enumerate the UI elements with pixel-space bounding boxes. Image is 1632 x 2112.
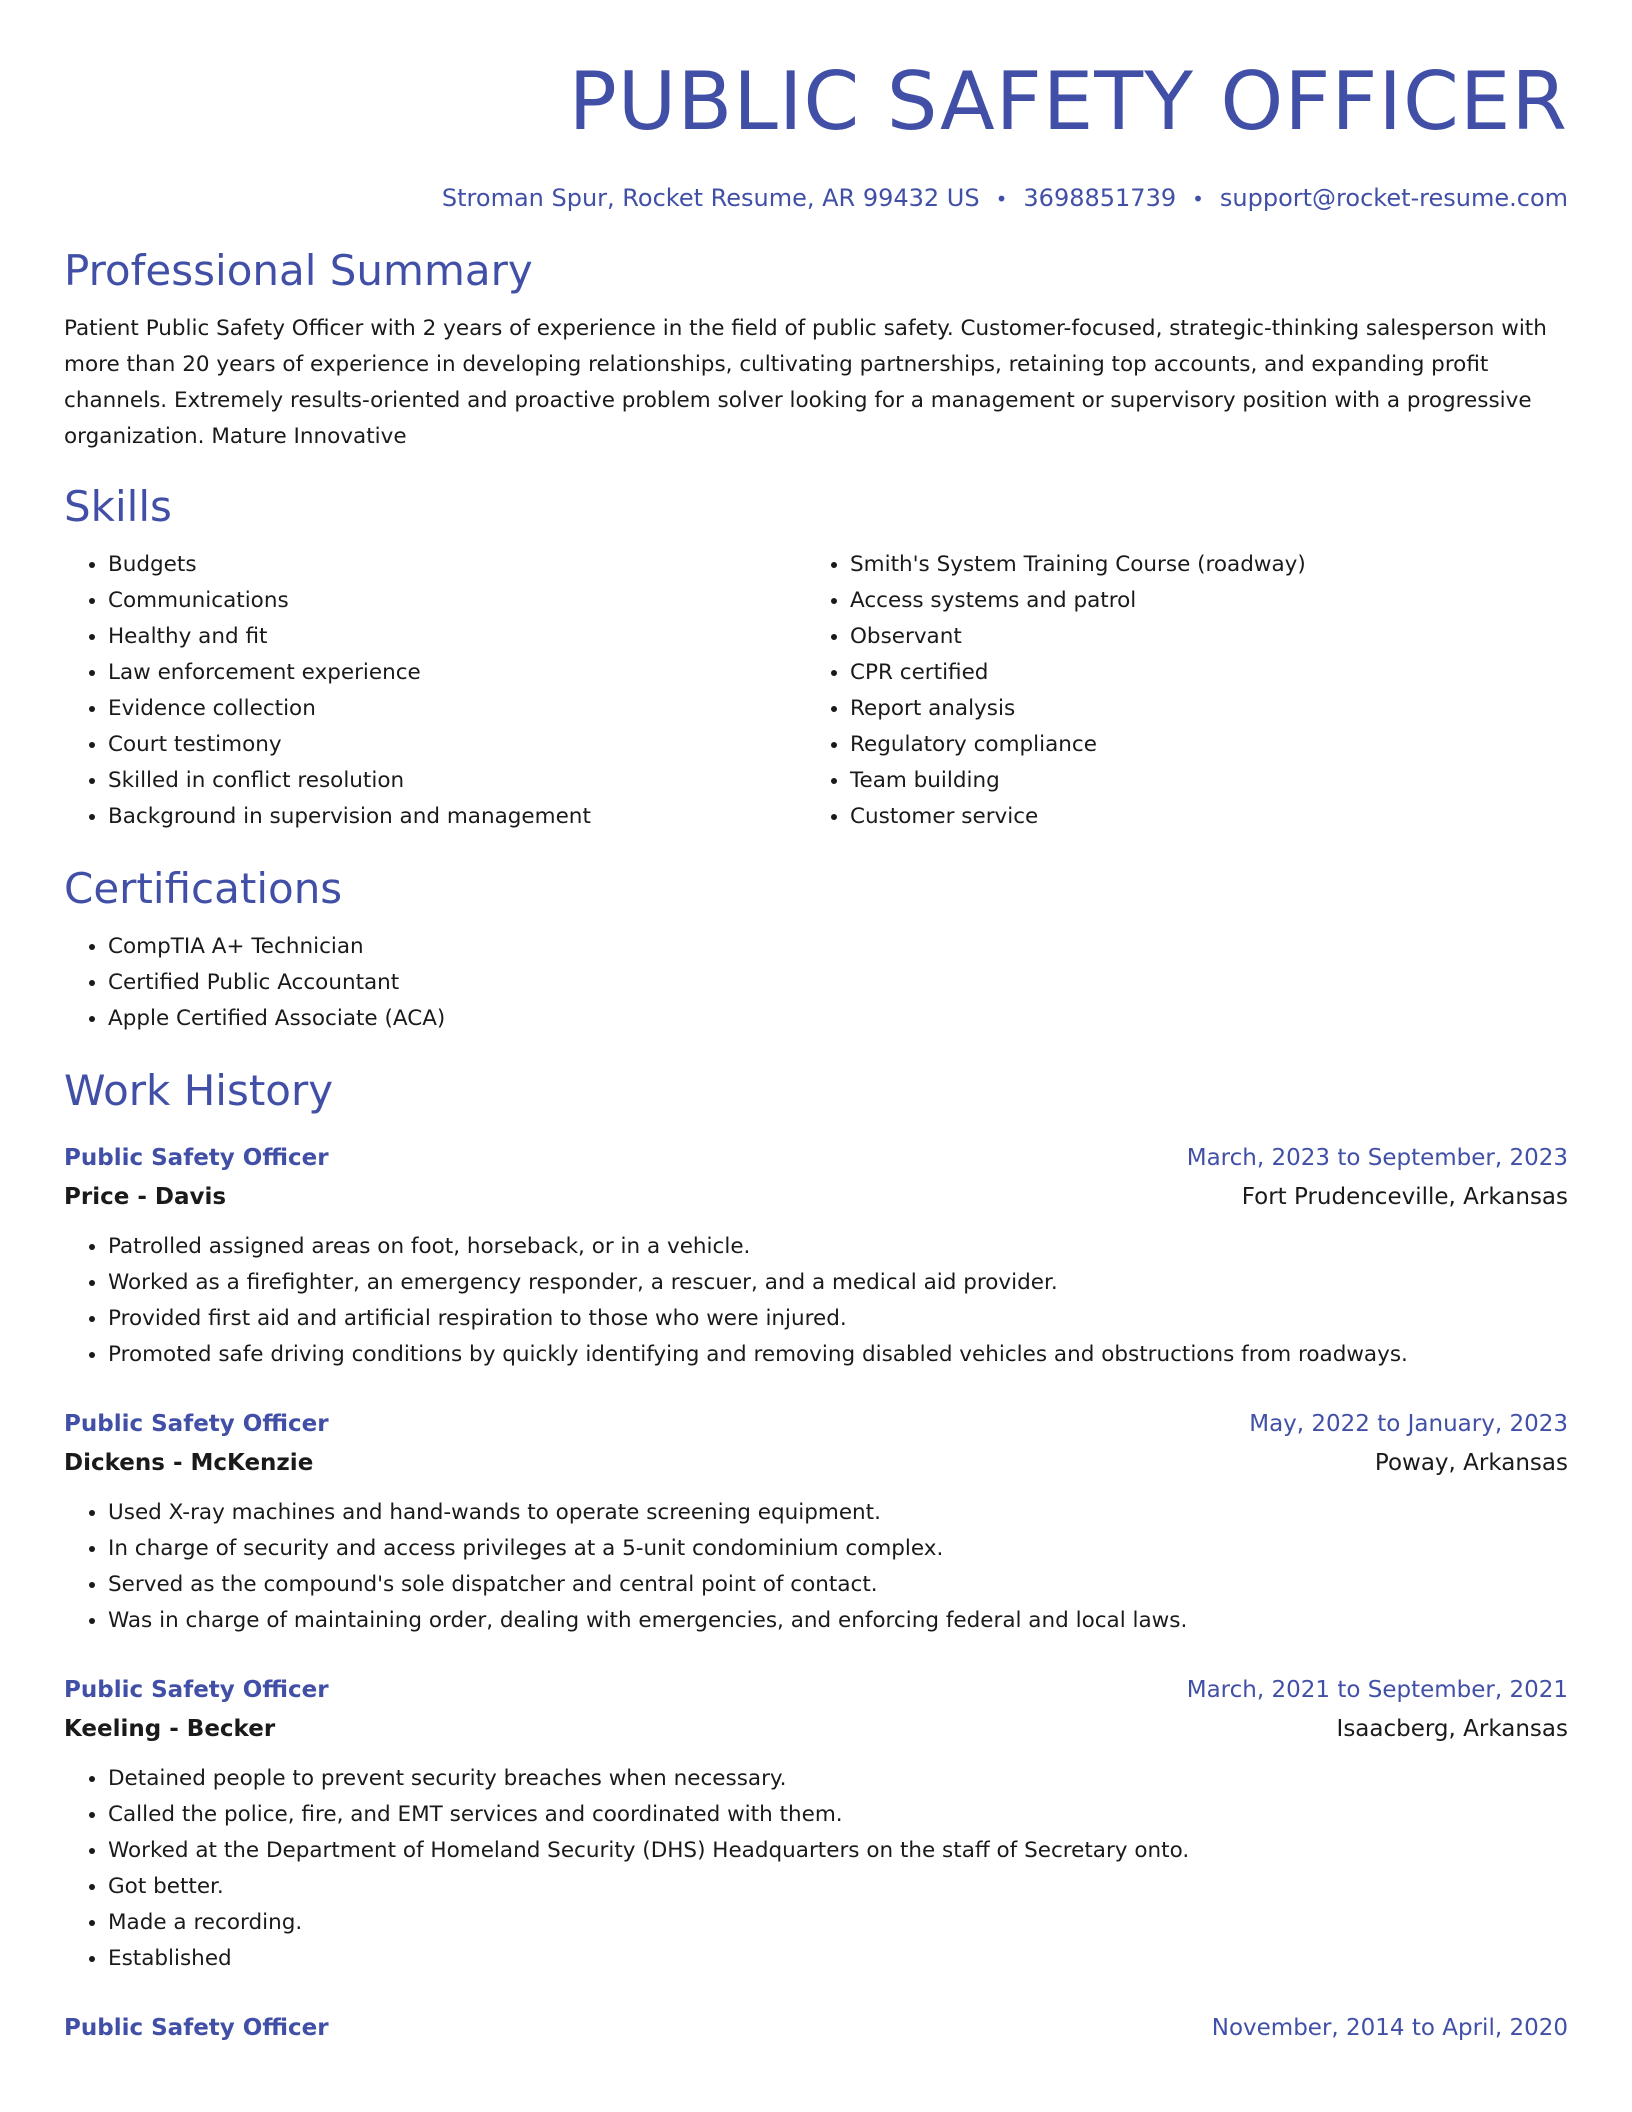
skill-item: • Skilled in conflict resolution [108, 763, 806, 799]
certifications-section [64, 863, 1568, 1037]
job-title-row [64, 1671, 1568, 1709]
job-company: Dickens - McKenzie [64, 1450, 314, 1476]
job-duty-item: • Promoted safe driving conditions by quickly identifying and removing disabled vehicles and obstructions from roadways. [108, 1337, 1568, 1373]
resume-header [64, 0, 1568, 215]
skill-item: • Evidence collection [108, 691, 806, 727]
job-title-row [64, 1139, 1568, 1177]
job-duty-item: • Provided first aid and artificial respiration to those who were injured. [108, 1301, 1568, 1337]
job-duty-item: • Got better. [108, 1869, 1568, 1905]
skills-section [64, 481, 1568, 835]
job-title-row [64, 1405, 1568, 1443]
job-duty-item: • Made a recording. [108, 1905, 1568, 1941]
job-title: Public Safety Officer [64, 1411, 329, 1437]
contact-separator: • [995, 187, 1008, 211]
certification-item: • Apple Certified Associate (ACA) [108, 1001, 1568, 1037]
job-dates: March, 2023 to September, 2023 [1186, 1145, 1568, 1171]
job-duty-item: • Used X-ray machines and hand-wands to operate screening equipment. [108, 1495, 1568, 1531]
job-duty-item: • Was in charge of maintaining order, dealing with emergencies, and enforcing federal and local laws. [108, 1603, 1568, 1639]
job-entry [64, 1405, 1568, 1639]
job-location: Isaacberg, Arkansas [1336, 1716, 1568, 1742]
contact-separator: • [1192, 187, 1204, 211]
candidate-name: PUBLIC SAFETY OFFICER [568, 55, 1568, 148]
contact-address: Stroman Spur, Rocket Resume, AR 99432 US [441, 184, 980, 212]
job-entry [64, 1139, 1568, 1373]
job-duty-item: • Detained people to prevent security breaches when necessary. [108, 1761, 1568, 1797]
job-duty-item: • Called the police, fire, and EMT services and coordinated with them. [108, 1797, 1568, 1833]
skills-heading: Skills [64, 482, 172, 531]
job-company: Keeling - Becker [64, 1716, 276, 1742]
job-dates: March, 2021 to September, 2021 [1186, 1677, 1568, 1703]
job-title: Public Safety Officer [64, 1677, 329, 1703]
skill-item: • Customer service [850, 799, 1548, 835]
skills-list-left [64, 547, 806, 835]
job-company: Price - Davis [64, 1184, 227, 1210]
skill-item: • Regulatory compliance [850, 727, 1548, 763]
job-duties-list [64, 1229, 1568, 1373]
job-duties-list [64, 1495, 1568, 1639]
job-company-row [64, 1443, 1568, 1483]
skill-item: • Communications [108, 583, 806, 619]
work-history-section [64, 1065, 1568, 2047]
summary-heading: Professional Summary [64, 246, 533, 295]
job-entry [64, 1671, 1568, 1977]
job-entry [64, 2009, 1568, 2047]
skills-grid [64, 547, 1568, 835]
job-title: Public Safety Officer [64, 1145, 329, 1171]
job-title-row [64, 2009, 1568, 2047]
skill-item: • Access systems and patrol [850, 583, 1548, 619]
job-title: Public Safety Officer [64, 2015, 329, 2041]
job-location: Poway, Arkansas [1374, 1450, 1568, 1476]
certification-item: • CompTIA A+ Technician [108, 929, 1568, 965]
skill-item: • Background in supervision and management [108, 799, 806, 835]
job-duty-item: • Patrolled assigned areas on foot, horseback, or in a vehicle. [108, 1229, 1568, 1265]
contact-line [64, 182, 1568, 215]
job-duty-item: • In charge of security and access privileges at a 5-unit condominium complex. [108, 1531, 1568, 1567]
certifications-list [64, 929, 1568, 1037]
job-duty-item: • Worked at the Department of Homeland Security (DHS) Headquarters on the staff of Secretary onto. [108, 1833, 1568, 1869]
skill-item: • Budgets [108, 547, 806, 583]
resume-page [64, 0, 1568, 2047]
job-duty-item: • Established [108, 1941, 1568, 1977]
job-duties-list [64, 1761, 1568, 1977]
skills-column-left [64, 547, 806, 835]
skill-item: • Healthy and fit [108, 619, 806, 655]
skill-item: • CPR certified [850, 655, 1548, 691]
job-company-row [64, 1709, 1568, 1749]
skill-item: • Report analysis [850, 691, 1548, 727]
contact-email[interactable]: support@rocket-resume.com [1219, 184, 1568, 212]
contact-phone: 3698851739 [1023, 184, 1177, 212]
skill-item: • Observant [850, 619, 1548, 655]
skill-item: • Smith's System Training Course (roadway) [850, 547, 1548, 583]
job-duty-item: • Served as the compound's sole dispatcher and central point of contact. [108, 1567, 1568, 1603]
job-duty-item: • Worked as a firefighter, an emergency responder, a rescuer, and a medical aid provider. [108, 1265, 1568, 1301]
job-location: Fort Prudenceville, Arkansas [1241, 1184, 1568, 1210]
summary-section [64, 245, 1568, 455]
skill-item: • Court testimony [108, 727, 806, 763]
certifications-heading: Certifications [64, 864, 343, 913]
job-dates: May, 2022 to January, 2023 [1249, 1411, 1568, 1437]
job-company-row [64, 1177, 1568, 1217]
certification-item: • Certified Public Accountant [108, 965, 1568, 1001]
summary-text: Patient Public Safety Officer with 2 years of experience in the field of public safety. Customer-focused, strategic-thinking salesperson with more than 20 years of experience in developing relationships, cultivating partnerships, retaining top accounts, and expanding profit channels. Extremely results-oriented and proactive problem solver looking for a management or supervisory position with a progressive organization. Mature Innovative [64, 316, 1547, 449]
job-dates: November, 2014 to April, 2020 [1211, 2015, 1568, 2041]
skill-item: • Law enforcement experience [108, 655, 806, 691]
skills-list-right [806, 547, 1548, 835]
skill-item: • Team building [850, 763, 1548, 799]
work-history-heading: Work History [64, 1066, 334, 1115]
skills-column-right [806, 547, 1548, 835]
